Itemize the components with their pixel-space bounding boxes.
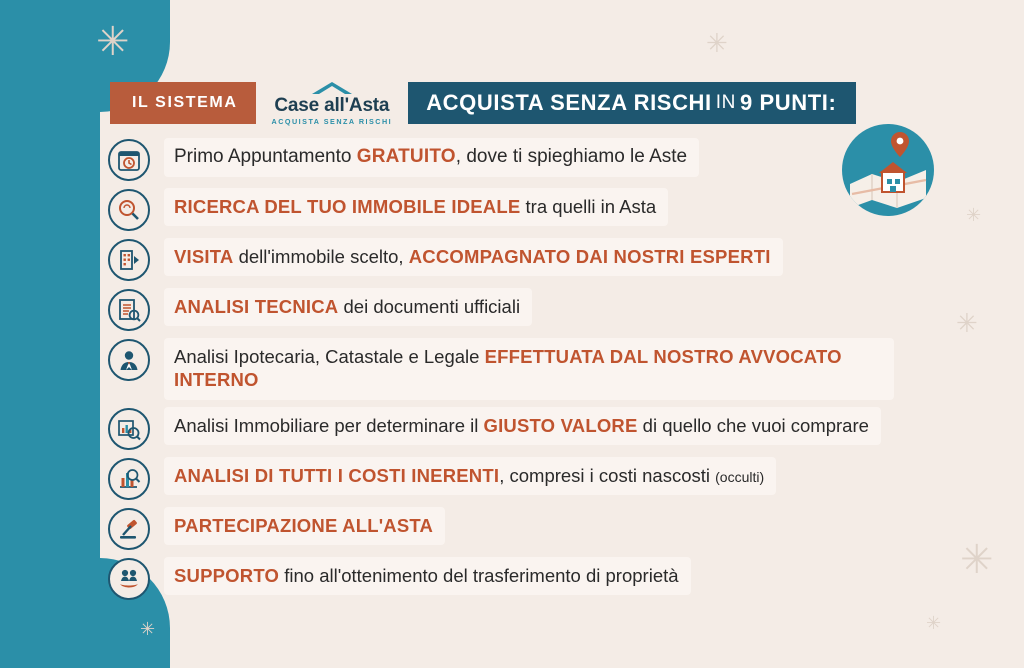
list-item-text: SUPPORTO fino all'ottenimento del trasferimento di proprietà — [164, 557, 691, 595]
header-title-main: ACQUISTA SENZA RISCHI — [426, 90, 712, 115]
header-title — [408, 82, 856, 124]
brand-logo — [256, 82, 409, 124]
sparkle-decoration-icon: ✳ — [960, 538, 994, 582]
list-item-text: Primo Appuntamento GRATUITO, dove ti spieghiamo le Aste — [164, 138, 699, 177]
list-item — [108, 238, 908, 281]
chart-magnifier-icon — [108, 408, 150, 450]
header-sistema-label: IL SISTEMA — [110, 82, 256, 124]
lawyer-person-icon — [108, 339, 150, 381]
bar-chart-magnifier-icon — [108, 458, 150, 500]
sparkle-decoration-icon: ✳ — [926, 613, 942, 633]
list-item — [108, 338, 908, 400]
magnifier-search-icon — [108, 189, 150, 231]
list-item-text: ANALISI TECNICA dei documenti ufficiali — [164, 288, 532, 326]
sparkle-decoration-icon: ✳ — [140, 619, 156, 639]
points-list — [108, 138, 908, 607]
header-bar — [110, 82, 856, 124]
list-item-text: RICERCA DEL TUO IMMOBILE IDEALE tra quelli in Asta — [164, 188, 668, 226]
list-item-text: PARTECIPAZIONE ALL'ASTA — [164, 507, 445, 545]
sparkle-decoration-icon: ✳ — [96, 20, 130, 64]
house-roof-icon — [309, 81, 355, 95]
header-title-points: 9 PUNTI: — [739, 90, 837, 115]
list-item — [108, 288, 908, 331]
list-item — [108, 557, 908, 600]
list-item — [108, 507, 908, 550]
list-item-text: Analisi Ipotecaria, Catastale e Legale EFFETTUATA DAL NOSTRO AVVOCATO INTERNO — [164, 338, 894, 400]
sparkle-decoration-icon: ✳ — [956, 308, 978, 338]
sparkle-decoration-icon: ✳ — [706, 28, 728, 58]
building-visit-icon — [108, 239, 150, 281]
list-item-text: ANALISI DI TUTTI I COSTI INERENTI, compresi i costi nascosti (occulti) — [164, 457, 776, 495]
list-item — [108, 138, 908, 181]
gavel-auction-icon — [108, 508, 150, 550]
calendar-clock-icon — [108, 139, 150, 181]
brand-tagline: ACQUISTA SENZA RISCHI — [271, 116, 393, 126]
list-item — [108, 407, 908, 450]
document-analysis-icon — [108, 289, 150, 331]
list-item-text: Analisi Immobiliare per determinare il GIUSTO VALORE di quello che vuoi comprare — [164, 407, 881, 445]
list-item — [108, 188, 908, 231]
list-item — [108, 457, 908, 500]
list-item-text: VISITA dell'immobile scelto, ACCOMPAGNATO DAI NOSTRI ESPERTI — [164, 238, 783, 276]
header-title-connector: IN — [715, 92, 736, 113]
brand-name: Case all'Asta — [274, 94, 390, 116]
sparkle-decoration-icon: ✳ — [966, 205, 982, 225]
support-hands-people-icon — [108, 558, 150, 600]
